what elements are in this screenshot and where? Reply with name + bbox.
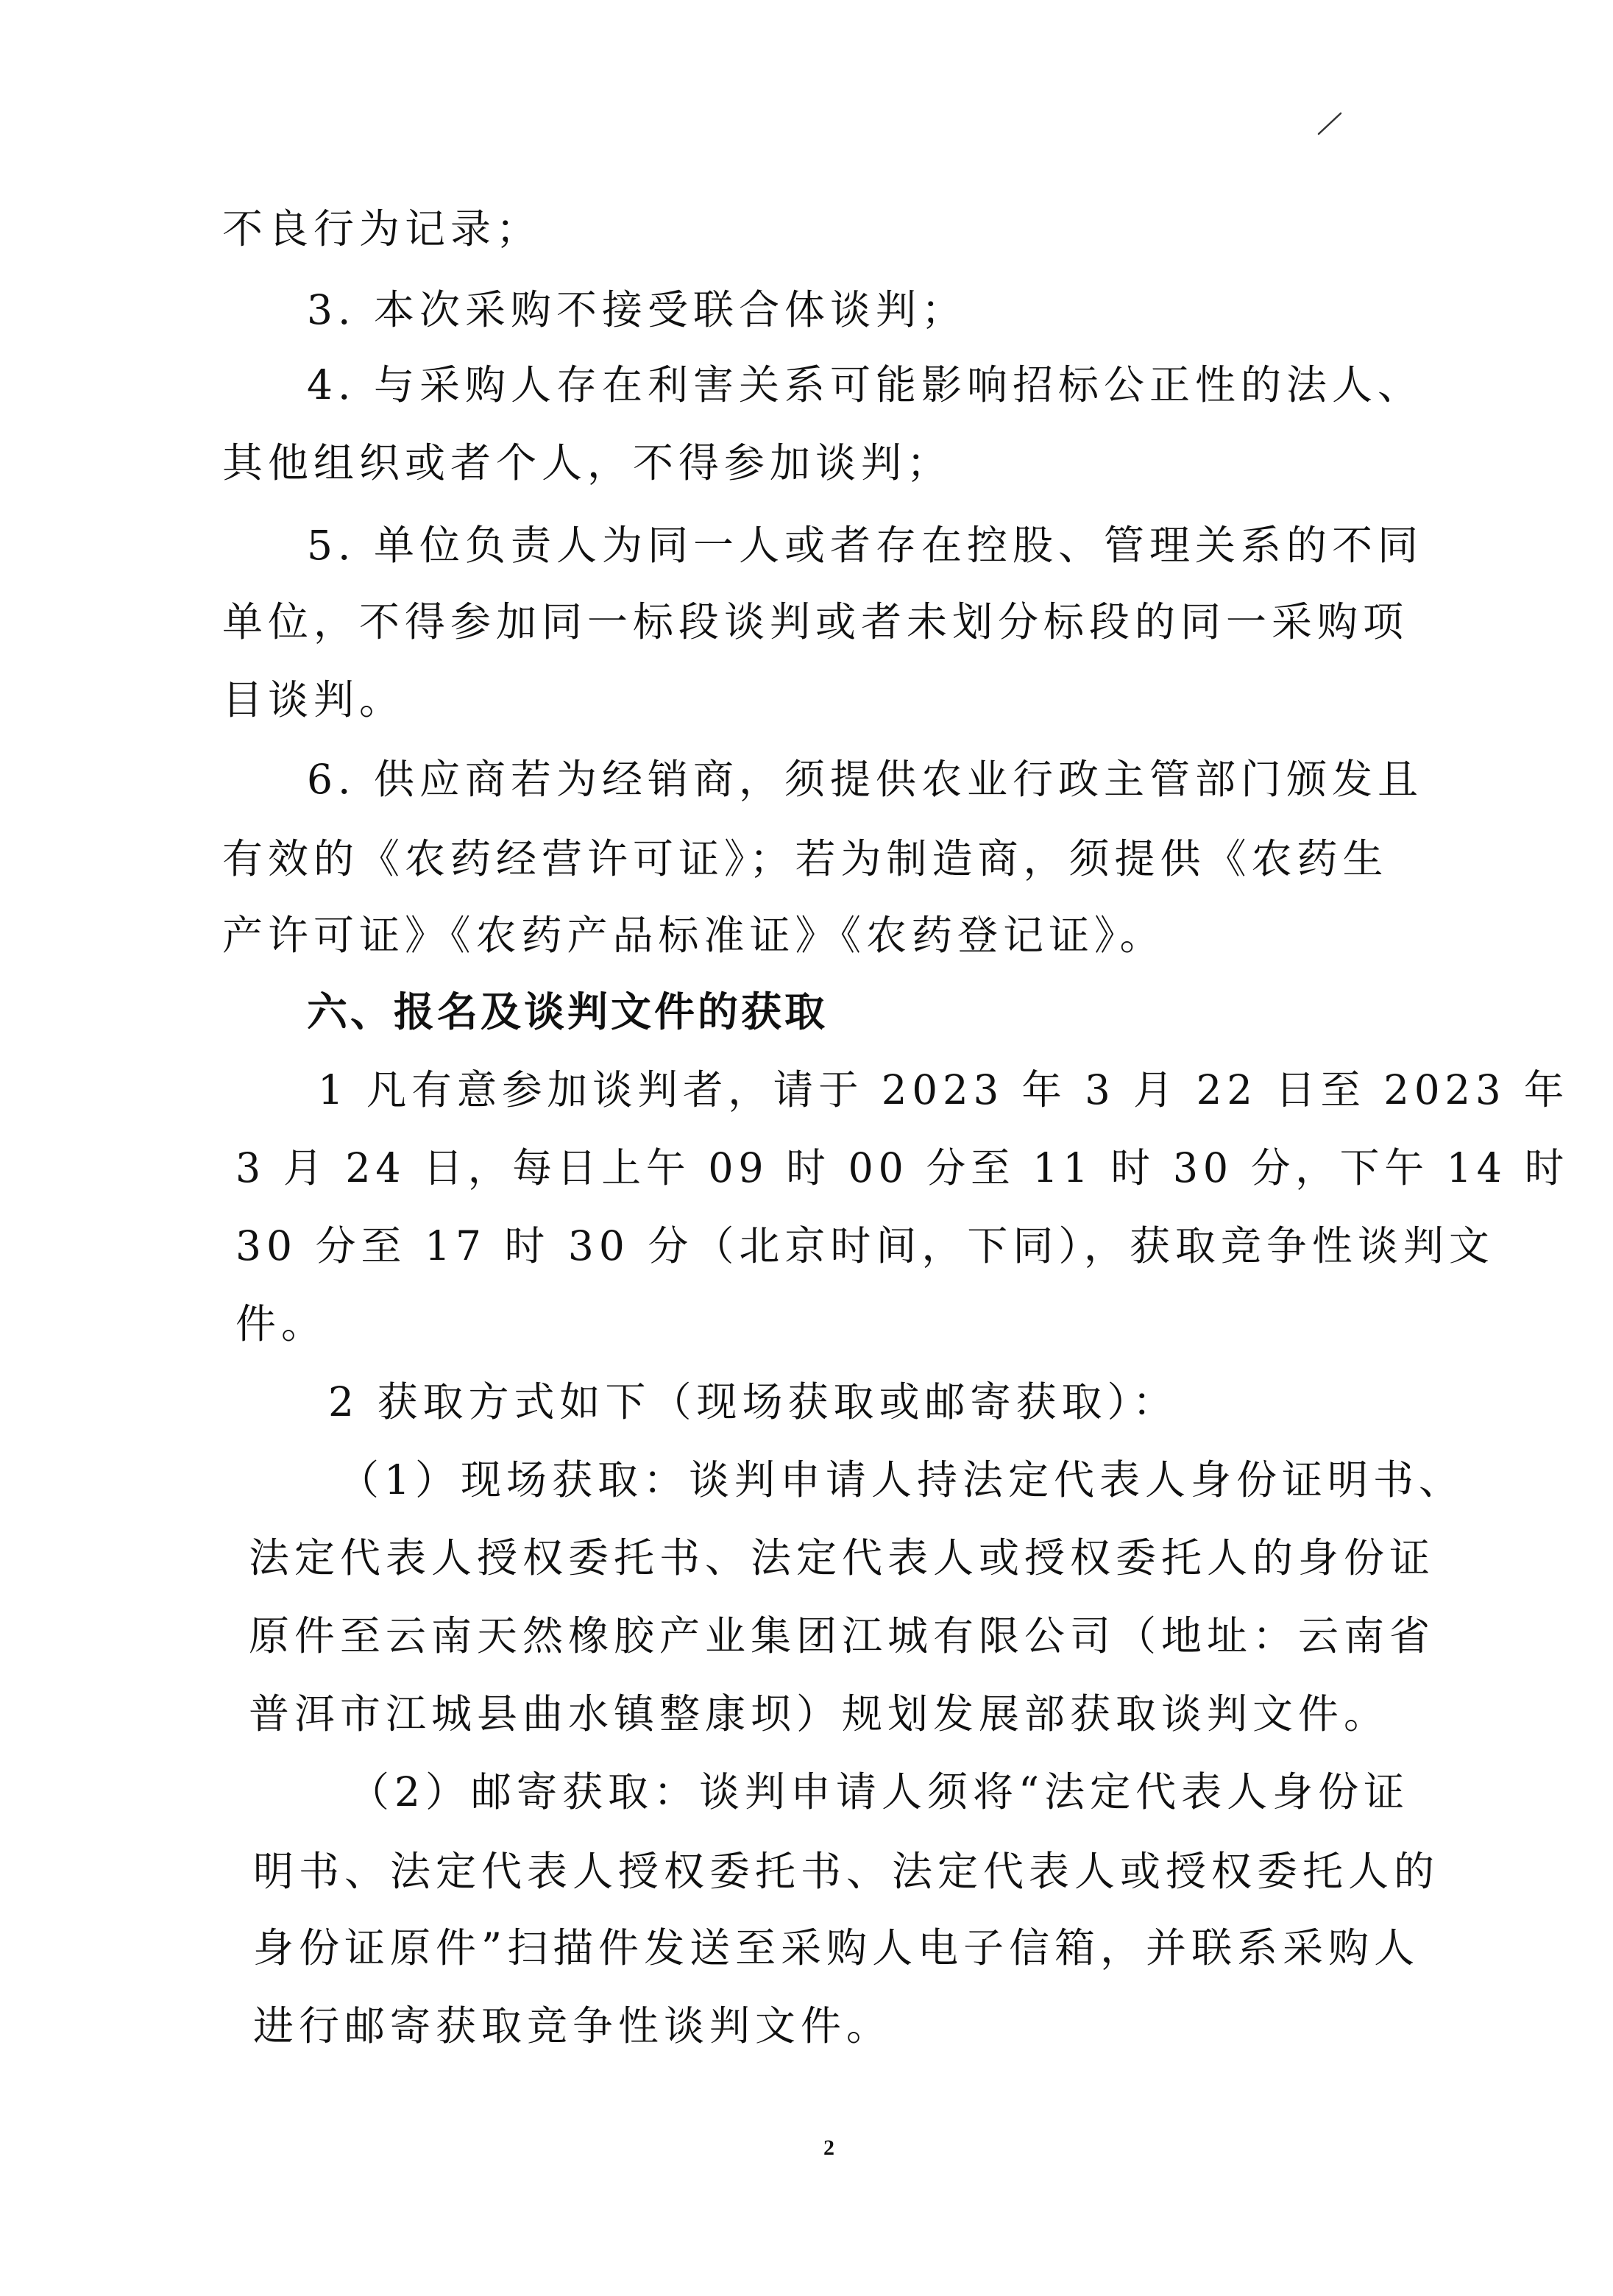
text-line: 进行邮寄获取竞争性谈判文件。 <box>253 2002 893 2049</box>
text-line: 法定代表人授权委托书、法定代表人或授权委托人的身份证 <box>249 1534 1436 1581</box>
text-line: 1 凡有意参加谈判者，请于 2023 年 3 月 22 日至 2023 年 <box>318 1066 1570 1113</box>
text-line: 不良行为记录； <box>222 205 542 252</box>
page-number: 2 <box>823 2136 834 2160</box>
text-line: 3. 本次采购不接受联合体谈判； <box>307 286 967 333</box>
text-line: 明书、法定代表人授权委托书、法定代表人或授权委托人的 <box>253 1848 1440 1895</box>
text-line: 身份证原件”扫描件发送至采购人电子信箱，并联系采购人 <box>253 1924 1420 1971</box>
text-line: （1）现场获取：谈判申请人持法定代表人身份证明书、 <box>338 1456 1464 1503</box>
text-line: 件。 <box>235 1300 327 1347</box>
text-line: 产许可证》《农药产品标准证》《农药登记证》。 <box>222 912 1166 959</box>
text-line: 2 获取方式如下（现场获取或邮寄获取）： <box>328 1378 1178 1425</box>
text-line: 有效的《农药经营许可证》；若为制造商，须提供《农药生 <box>222 835 1389 882</box>
text-line: 普洱市江城县曲水镇整康坝）规划发展部获取谈判文件。 <box>249 1690 1390 1737</box>
text-line: 4. 与采购人存在利害关系可能影响招标公正性的法人、 <box>307 361 1423 408</box>
text-line: 5. 单位负责人为同一人或者存在控股、管理关系的不同 <box>307 522 1423 569</box>
text-line: 其他组织或者个人，不得参加谈判； <box>222 439 953 486</box>
section-heading: 六、报名及谈判文件的获取 <box>307 988 829 1035</box>
pen-mark-icon <box>1316 109 1345 138</box>
text-line: 6. 供应商若为经销商，须提供农业行政主管部门颁发且 <box>307 756 1423 803</box>
text-line: 原件至云南天然橡胶产业集团江城有限公司（地址：云南省 <box>249 1612 1436 1659</box>
text-line: 3 月 24 日，每日上午 09 时 00 分至 11 时 30 分，下午 14 时 <box>235 1144 1570 1191</box>
text-line: （2）邮寄获取：谈判申请人须将“法定代表人身份证 <box>349 1768 1410 1815</box>
text-line: 目谈判。 <box>222 676 405 723</box>
text-line: 30 分至 17 时 30 分（北京时间，下同），获取竞争性谈判文 <box>235 1222 1495 1269</box>
text-line: 单位，不得参加同一标段谈判或者未划分标段的同一采购项 <box>222 598 1409 645</box>
